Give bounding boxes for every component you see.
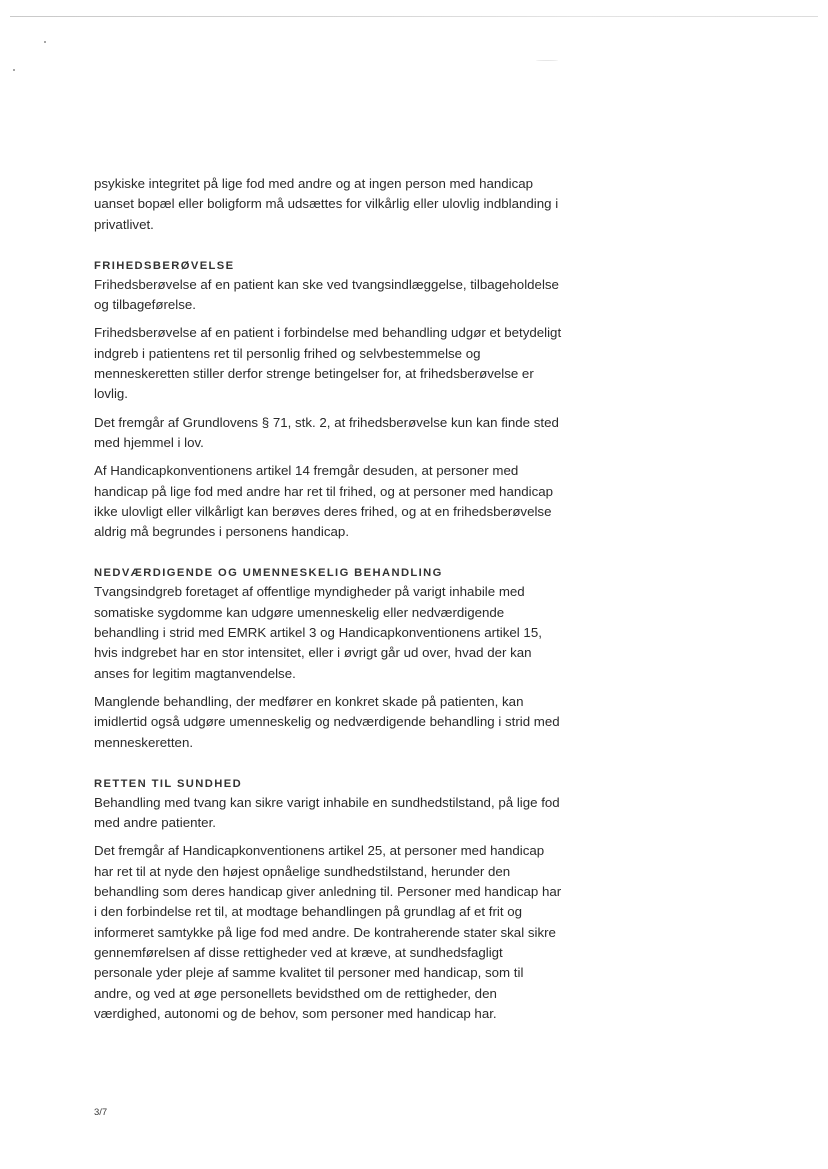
document-body xyxy=(94,174,564,1024)
intro-paragraph: psykiske integritet på lige fod med andre og at ingen person med handicap uanset bopæl eller boligform må udsættes for vilkårlig eller ulovlig indblanding i privatlivet. xyxy=(94,176,559,232)
section-heading: NEDVÆRDIGENDE OG UMENNESKELIG BEHANDLING xyxy=(94,567,443,580)
paragraph: Det fremgår af Handicapkonventionens artikel 25, at personer med handicap har ret til at nyde den højest opnåelige sundhedstilstand, herunder den behandling som deres handicap giver anledning til. Personer med handicap har i den forbindelse ret til, at modtage behandlingen på grundlag af et frit og informeret samtykke på lige fod med andre. De kontraherende stater skal sikre gennemførelsen af disse rettigheder ved at kræve, at sundhedsfagligt personale yder pleje af samme kvalitet til personer med handicap, som til andre, og ved at øge personellets bevidsthed om de rettigheder, den værdighed, autonomi og de behov, som personer med handicap har. xyxy=(94,843,562,1021)
paragraph: Frihedsberøvelse af en patient kan ske ved tvangsindlæggelse, tilbageholdelse og tilbageførelse. xyxy=(94,276,559,313)
paragraph: Tvangsindgreb foretaget af offentlige myndigheder på varigt inhabile med somatiske sygdomme kan udgøre umenneskelig eller nedværdigende behandling i strid med EMRK artikel 3 og Handicapkonventionens artikel 15, hvis indgrebet har en stor intensitet, eller i øvrigt går ud over, hvad der kan anses for legitim magtanvendelse. xyxy=(94,584,542,681)
section-heading: RETTEN TIL SUNDHED xyxy=(94,777,243,790)
scan-edge-line xyxy=(10,16,818,17)
paragraph: Manglende behandling, der medfører en konkret skade på patienten, kan imidlertid også udgøre umenneskelig og nedværdigende behandling i strid med menneskeretten. xyxy=(94,693,560,750)
page-number: 3/7 xyxy=(94,1107,108,1118)
scan-speck xyxy=(13,69,15,71)
section-retten-til-sundhed xyxy=(94,775,564,1024)
scan-speck xyxy=(536,60,558,61)
section-nedvaerdigende-behandling xyxy=(94,564,564,752)
paragraph: Behandling med tvang kan sikre varigt inhabile en sundhedstilstand, på lige fod med andre patienter. xyxy=(94,794,560,831)
paragraph: Det fremgår af Grundlovens § 71, stk. 2, at frihedsberøvelse kun kan finde sted med hjemmel i lov. xyxy=(94,414,559,450)
scan-speck xyxy=(44,41,46,43)
paragraph: Frihedsberøvelse af en patient i forbindelse med behandling udgør et betydeligt indgreb i patientens ret til personlig frihed og selvbestemmelse og menneskeretten stiller derfor strenge betingelser for, at frihedsberøvelse er lovlig. xyxy=(94,325,562,402)
section-frihedsberovelse xyxy=(94,257,564,543)
section-heading: FRIHEDSBERØVELSE xyxy=(94,259,235,272)
paragraph: Af Handicapkonventionens artikel 14 fremgår desuden, at personer med handicap på lige fod med andre har ret til frihed, og at personer med handicap ikke ulovligt eller vilkårligt kan berøves deres frihed, og at en frihedsberøvelse aldrig må begrundes i personens handicap. xyxy=(94,463,554,540)
